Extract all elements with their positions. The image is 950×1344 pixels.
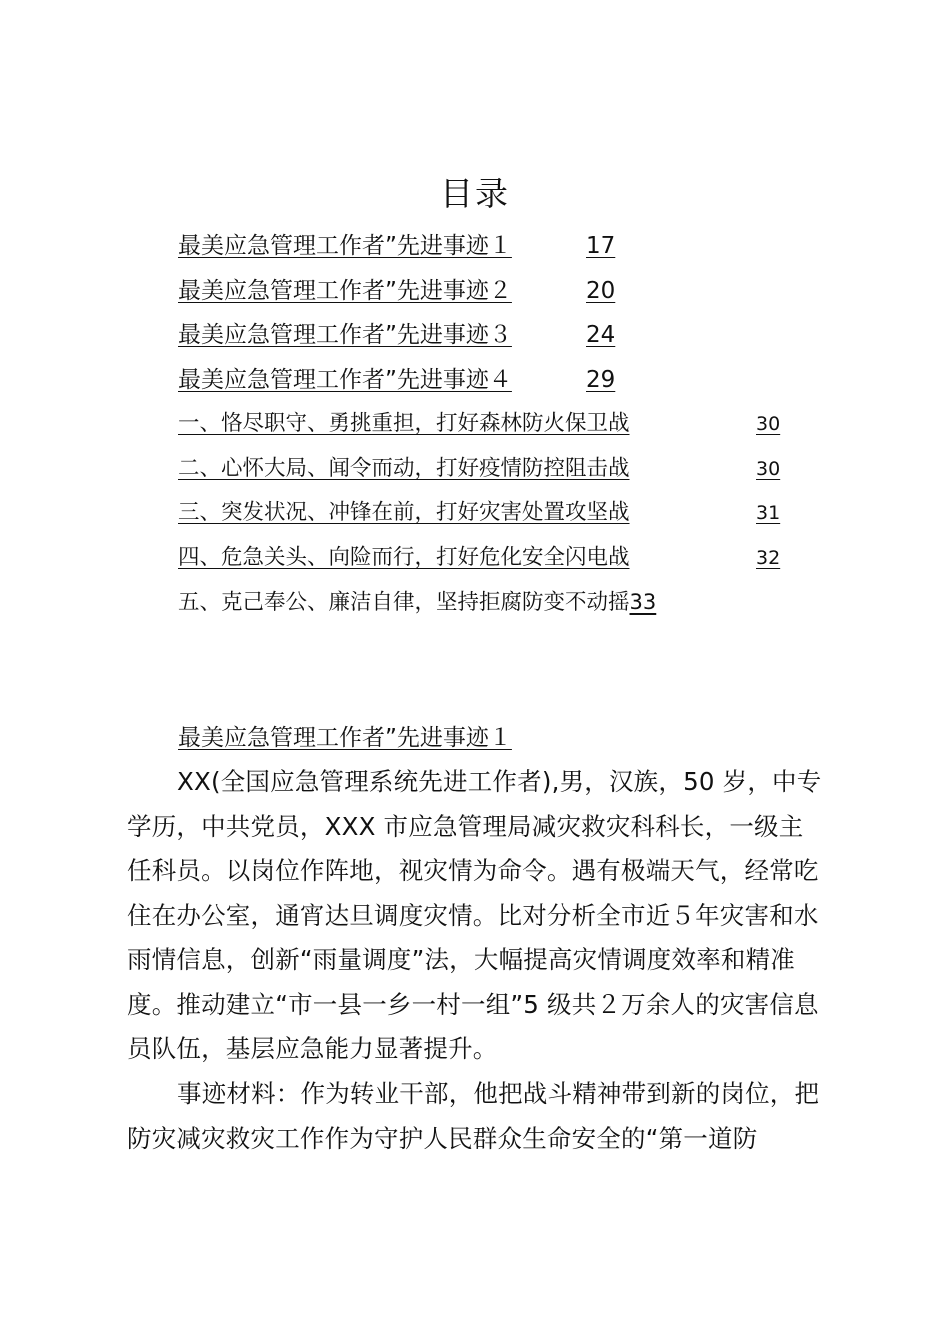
toc-entry-text: 最美应急管理工作者”先进事迹２	[178, 277, 512, 304]
toc-entry-text: 五、克己奉公、廉洁自律，坚持拒腐防变不动摇	[178, 590, 630, 615]
toc-entry-section-5[interactable]	[178, 582, 818, 627]
toc-page-number: 29	[586, 366, 616, 393]
toc-entry-text: 三、突发状况、冲锋在前，打好灾害处置攻坚战	[178, 500, 630, 525]
toc-entry-text: 最美应急管理工作者”先进事迹４	[178, 366, 512, 393]
toc-entry-section-4[interactable]	[178, 538, 818, 583]
toc-page-number: 24	[586, 322, 616, 348]
toc-page-number: 33	[629, 590, 657, 614]
toc-page-number: 20	[586, 277, 616, 304]
toc-entry-text: 四、危急关头、向险而行，打好危化安全闪电战	[178, 544, 630, 570]
toc-entry-section-1[interactable]	[178, 404, 818, 449]
toc-entry-section-2[interactable]	[178, 449, 818, 494]
toc-page-number: 30	[756, 413, 781, 435]
toc-page-number: 30	[756, 457, 781, 480]
toc-page-number: 32	[756, 546, 781, 569]
toc-entry-text: 二、心怀大局、闻令而动，打好疫情防控阻击战	[178, 455, 630, 481]
toc-page-number: 31	[756, 502, 781, 524]
toc-page-number: 17	[586, 233, 616, 259]
body-paragraph-2: 事迹材料：作为转业干部，他把战斗精神带到新的岗位，把防灾减灾救灾工作作为守护人民群众生命安全的“第一道防	[127, 1079, 820, 1153]
toc-entry-text: 一、恪尽职守、勇挑重担，打好森林防火保卫战	[178, 411, 630, 436]
toc-entry-deed-1[interactable]	[178, 226, 818, 271]
table-of-contents	[178, 226, 818, 627]
toc-entry-deed-3[interactable]	[178, 315, 818, 360]
toc-entry-text: 最美应急管理工作者”先进事迹３	[178, 322, 512, 348]
toc-title: 目录	[440, 174, 510, 213]
body-paragraph-1: XX(全国应急管理系统先进工作者),男，汉族，50 岁，中专学历，中共党员，XXX 市应急管理局减灾救灾科科长，一级主任科员。以岗位作阵地，视灾情为命令。遇有极端天气，经常吃住在办公室，通宵达旦调度灾情。比对分析全市近５年灾害和水雨情信息，创新“雨量调度”法，大幅提高灾情调度效率和精准度。推动建立“市一县一乡一村一组”5 级共２万余人的灾害信息员队伍，基层应急能力显著提升。	[127, 767, 822, 1063]
toc-entry-deed-4[interactable]	[178, 360, 818, 405]
toc-entry-text: 最美应急管理工作者”先进事迹１	[178, 233, 512, 259]
toc-entry-section-3[interactable]	[178, 493, 818, 538]
section-heading: 最美应急管理工作者”先进事迹１	[178, 725, 512, 751]
toc-entry-deed-2[interactable]	[178, 271, 818, 316]
